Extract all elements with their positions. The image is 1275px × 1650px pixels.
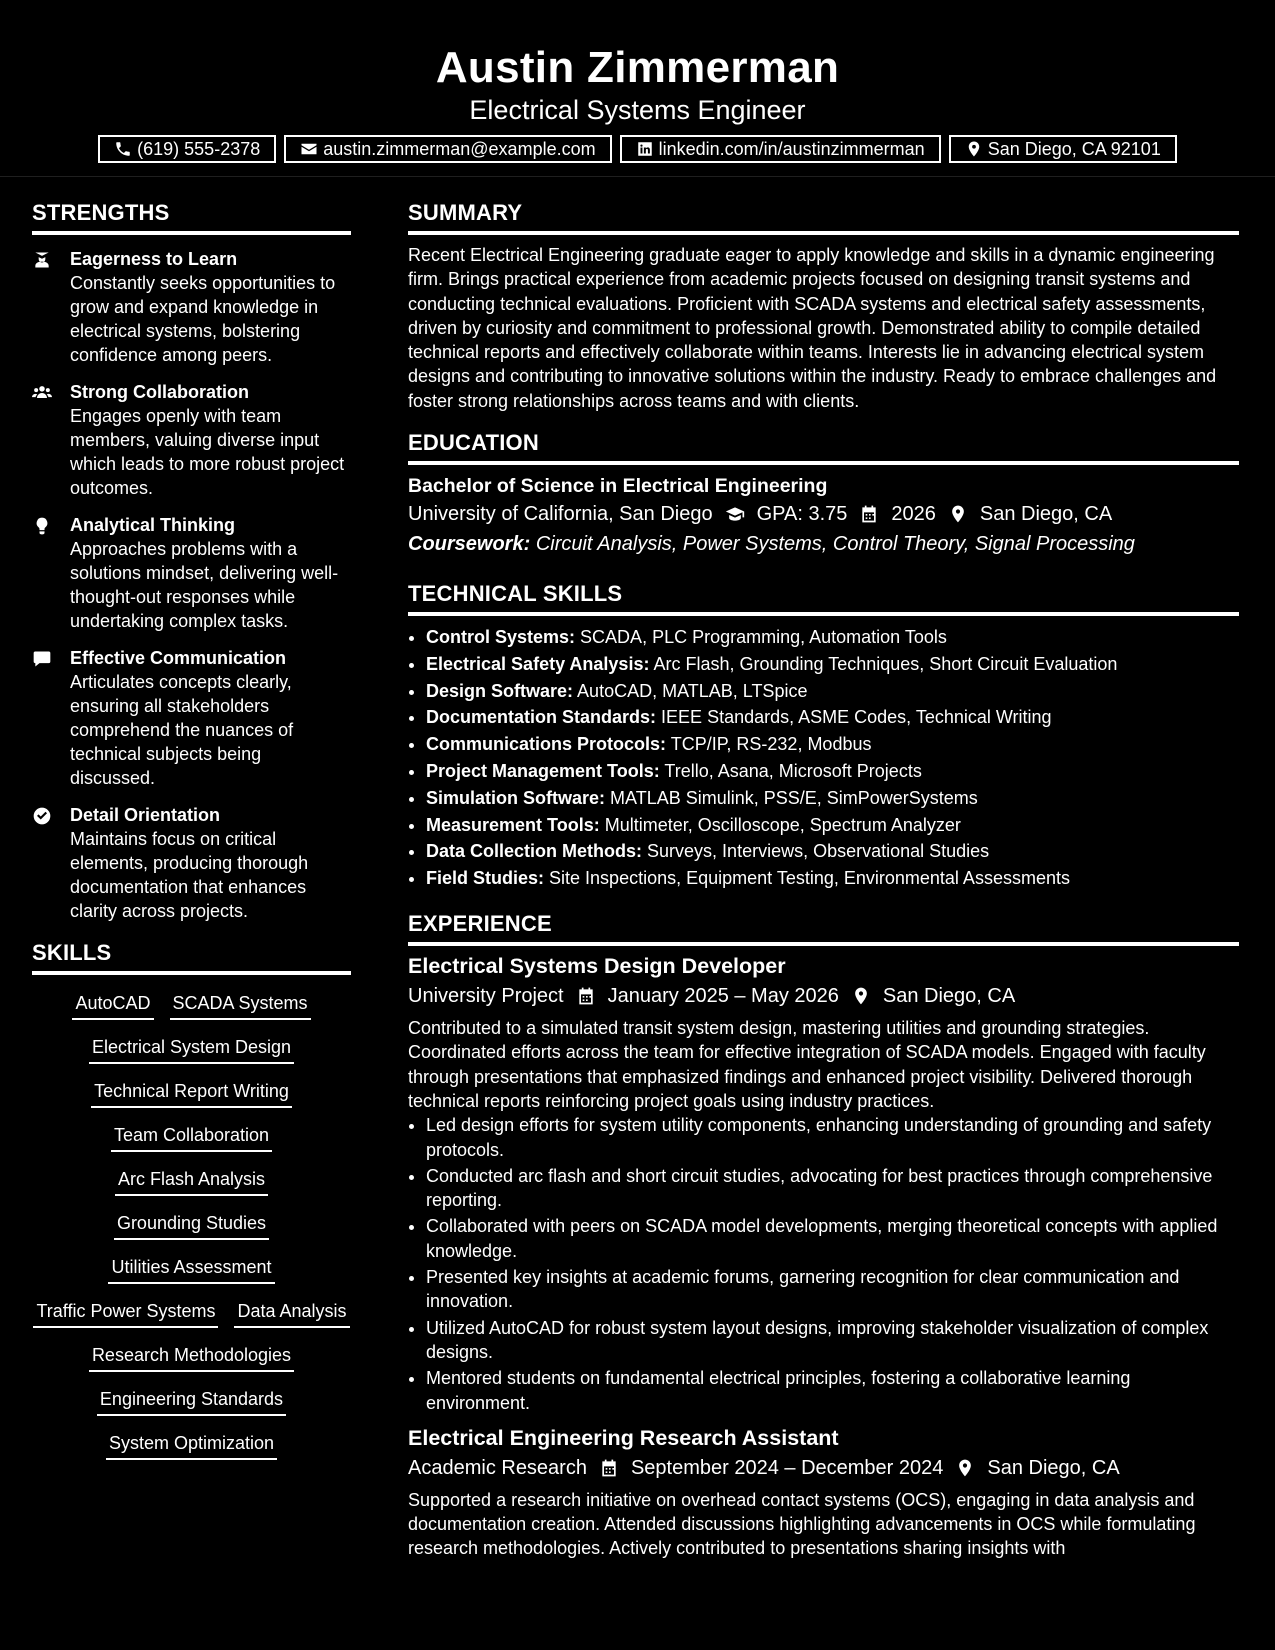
contact-phone-text: (619) 555-2378 xyxy=(137,138,261,159)
job-entry xyxy=(408,1423,1239,1561)
strength-item xyxy=(32,803,351,923)
skill-tag: System Optimization xyxy=(106,1431,277,1460)
skills-heading: SKILLS xyxy=(32,936,351,975)
skill-tag: AutoCAD xyxy=(72,991,153,1020)
skill-tag: Arc Flash Analysis xyxy=(115,1167,268,1196)
job-description: Supported a research initiative on overhead contact systems (OCS), engaging in data analysis and documentation creation. Attended discussions highlighting advancements in OCS while formulating research methodologies. Actively contributed to presentations sharing insights with xyxy=(408,1489,1196,1559)
contact-linkedin[interactable] xyxy=(620,135,941,163)
skill-tag: Technical Report Writing xyxy=(91,1079,292,1108)
job-description: Contributed to a simulated transit system design, mastering utilities and grounding strategies. Coordinated efforts across the team for effective integration of SCADA models. Engaged with faculty through presentations that emphasized findings and enhanced project visibility. Delivered thorough technical reports reinforcing project goals using industry practices. xyxy=(408,1018,1206,1111)
job-entry xyxy=(408,951,1239,1415)
tech-skill-value: Surveys, Interviews, Observational Studies xyxy=(647,841,990,862)
contact-bar xyxy=(0,135,1275,163)
experience-section xyxy=(408,907,1239,1561)
tech-skill-value: Site Inspections, Equipment Testing, Environmental Assessments xyxy=(549,868,1070,889)
job-bullet: • Collaborated with peers on SCADA model developments, merging theoretical concepts with applied knowledge. xyxy=(426,1214,1239,1263)
tech-skill-item xyxy=(426,838,1239,865)
envelope-icon xyxy=(300,140,318,158)
map-marker-icon xyxy=(965,140,983,158)
job-title: Electrical Systems Design Developer xyxy=(408,954,786,979)
skill-tags xyxy=(32,975,351,1460)
skill-tag: Team Collaboration xyxy=(111,1123,272,1152)
contact-email[interactable] xyxy=(284,135,611,163)
resume-header xyxy=(0,0,1275,177)
job-location: San Diego, CA xyxy=(987,1456,1120,1479)
gpa: GPA: 3.75 xyxy=(756,503,848,526)
tech-skill-label: Data Collection Methods: xyxy=(426,841,643,862)
summary-section xyxy=(408,196,1239,413)
contact-linkedin-text: linkedin.com/in/austinzimmerman xyxy=(658,138,925,159)
school-location: San Diego, CA xyxy=(979,503,1113,526)
skill-tag: Traffic Power Systems xyxy=(33,1299,218,1328)
tech-skill-item xyxy=(426,785,1239,812)
strength-title: Analytical Thinking xyxy=(70,515,236,535)
left-column xyxy=(32,196,351,1460)
tech-skill-label: Project Management Tools: xyxy=(426,761,660,782)
tech-skill-item xyxy=(426,624,1239,651)
contact-phone[interactable] xyxy=(98,135,276,163)
tech-skill-label: Control Systems: xyxy=(426,627,576,648)
job-bullet: • Presented key insights at academic forums, garnering recognition for clear communication and innovation. xyxy=(426,1265,1239,1314)
lightbulb-icon xyxy=(32,516,52,536)
technical-skills-section xyxy=(408,577,1239,892)
coursework xyxy=(408,529,1239,560)
tech-skill-item xyxy=(426,704,1239,731)
tech-skill-value: AutoCAD, MATLAB, LTSpice xyxy=(577,680,808,701)
linkedin-icon xyxy=(636,140,654,158)
strengths-list xyxy=(32,235,351,923)
tech-skill-label: Simulation Software: xyxy=(426,787,606,808)
education-heading: EDUCATION xyxy=(408,426,1239,465)
tech-skill-value: Multimeter, Oscilloscope, Spectrum Analyzer xyxy=(604,814,961,835)
skill-tag: Grounding Studies xyxy=(114,1211,269,1240)
skills-section xyxy=(32,936,351,1460)
job-bullet: • Led design efforts for system utility components, enhancing understanding of grounding and safety protocols. xyxy=(426,1113,1239,1162)
education-section xyxy=(408,426,1239,560)
graduate-icon xyxy=(32,250,52,270)
strength-desc: Articulates concepts clearly, ensuring all stakeholders comprehend the nuances of technical subjects being discussed. xyxy=(70,672,294,788)
technical-skills-heading: TECHNICAL SKILLS xyxy=(408,577,1239,616)
tech-skill-value: MATLAB Simulink, PSS/E, SimPowerSystems xyxy=(610,787,978,808)
job-bullet: • Mentored students on fundamental electrical principles, fostering a collaborative learning environment. xyxy=(426,1366,1239,1415)
tech-skill-value: Arc Flash, Grounding Techniques, Short Circuit Evaluation xyxy=(653,653,1118,674)
phone-icon xyxy=(114,140,132,158)
tech-skill-item xyxy=(426,651,1239,678)
tech-skill-value: IEEE Standards, ASME Codes, Technical Writing xyxy=(661,707,1052,728)
tech-skill-label: Documentation Standards: xyxy=(426,707,657,728)
check-circle-icon xyxy=(32,806,52,826)
job-org: University Project xyxy=(408,985,564,1008)
tech-skill-item xyxy=(426,865,1239,892)
strength-title: Effective Communication xyxy=(70,648,287,668)
candidate-title: Electrical Systems Engineer xyxy=(469,95,806,125)
strength-title: Eagerness to Learn xyxy=(70,249,238,269)
experience-heading: EXPERIENCE xyxy=(408,907,1239,946)
job-meta xyxy=(408,981,1239,1011)
strength-title: Detail Orientation xyxy=(70,805,221,825)
coursework-label: Coursework: xyxy=(408,533,531,556)
coursework-list: Circuit Analysis, Power Systems, Control Theory, Signal Processing xyxy=(535,533,1135,556)
tech-skill-item xyxy=(426,731,1239,758)
right-column xyxy=(408,196,1239,1561)
strength-item xyxy=(32,380,351,500)
tech-skill-item xyxy=(426,812,1239,839)
tech-skill-item xyxy=(426,758,1239,785)
contact-location-text: San Diego, CA 92101 xyxy=(987,138,1161,159)
tech-skill-label: Measurement Tools: xyxy=(426,814,600,835)
tech-skill-label: Field Studies: xyxy=(426,868,545,889)
school-name: University of California, San Diego xyxy=(408,503,713,526)
strengths-section xyxy=(32,196,351,923)
tech-skill-value: TCP/IP, RS-232, Modbus xyxy=(670,734,872,755)
strengths-heading: STRENGTHS xyxy=(32,196,351,235)
job-org: Academic Research xyxy=(408,1456,587,1479)
strength-desc: Maintains focus on critical elements, producing thorough documentation that enhances clarity across projects. xyxy=(70,829,309,921)
map-marker-icon xyxy=(955,1458,975,1478)
skill-tag: Electrical System Design xyxy=(89,1035,294,1064)
education-meta xyxy=(408,499,1239,529)
strength-desc: Approaches problems with a solutions mindset, delivering well-thought-out responses while undertaking complex tasks. xyxy=(70,539,339,631)
summary-heading: SUMMARY xyxy=(408,196,1239,235)
comment-icon xyxy=(32,649,52,669)
job-dates: January 2025 – May 2026 xyxy=(607,985,839,1008)
contact-location[interactable] xyxy=(949,135,1177,163)
job-title: Electrical Engineering Research Assistant xyxy=(408,1425,839,1450)
strength-desc: Engages openly with team members, valuing diverse input which leads to more robust project outcomes. xyxy=(70,406,345,498)
tech-skill-label: Communications Protocols: xyxy=(426,734,667,755)
skill-tag: SCADA Systems xyxy=(170,991,311,1020)
graduation-cap-icon xyxy=(725,504,745,524)
job-bullets xyxy=(408,1113,1239,1415)
technical-skills-list xyxy=(408,624,1239,892)
map-marker-icon xyxy=(948,504,968,524)
job-location: San Diego, CA xyxy=(882,985,1016,1008)
job-bullet: • Utilized AutoCAD for robust system layout designs, improving stakeholder visualization of complex designs. xyxy=(426,1316,1239,1365)
skill-tag: Research Methodologies xyxy=(89,1343,294,1372)
calendar-icon xyxy=(576,986,596,1006)
skill-tag: Utilities Assessment xyxy=(108,1255,274,1284)
contact-email-text: austin.zimmerman@example.com xyxy=(323,138,596,159)
job-bullet: • Conducted arc flash and short circuit studies, advocating for best practices through comprehensive reporting. xyxy=(426,1164,1239,1213)
strength-item xyxy=(32,513,351,633)
strength-item xyxy=(32,247,351,367)
job-dates: September 2024 – December 2024 xyxy=(630,1456,944,1479)
calendar-icon xyxy=(599,1458,619,1478)
tech-skill-label: Design Software: xyxy=(426,680,574,701)
users-icon xyxy=(32,383,52,403)
strength-title: Strong Collaboration xyxy=(70,382,249,402)
graduation-year: 2026 xyxy=(891,503,936,526)
calendar-icon xyxy=(859,504,879,524)
job-meta xyxy=(408,1453,1239,1483)
skill-tag: Engineering Standards xyxy=(97,1387,286,1416)
tech-skill-label: Electrical Safety Analysis: xyxy=(426,653,650,674)
degree-title: Bachelor of Science in Electrical Engineering xyxy=(408,475,828,498)
strength-desc: Constantly seeks opportunities to grow and expand knowledge in electrical systems, bolstering confidence among peers. xyxy=(70,273,336,365)
tech-skill-value: Trello, Asana, Microsoft Projects xyxy=(664,761,922,782)
strength-item xyxy=(32,646,351,790)
tech-skill-item xyxy=(426,678,1239,705)
skill-tag: Data Analysis xyxy=(234,1299,349,1328)
summary-text: Recent Electrical Engineering graduate eager to apply knowledge and skills in a dynamic engineering firm. Brings practical experience from academic projects focused on designing transit systems and conducting technical evaluations. Proficient with SCADA systems and electrical safety assessments, driven by curiosity and commitment to professional growth. Demonstrated ability to compile detailed technical reports and effectively collaborate within teams. Interests lie in advancing electrical system designs and contributing to innovative solutions within the industry. Ready to embrace challenges and foster strong relationships across teams and with clients. xyxy=(408,245,1217,411)
tech-skill-value: SCADA, PLC Programming, Automation Tools xyxy=(580,627,947,648)
map-marker-icon xyxy=(851,986,871,1006)
candidate-name: Austin Zimmerman xyxy=(435,43,840,92)
